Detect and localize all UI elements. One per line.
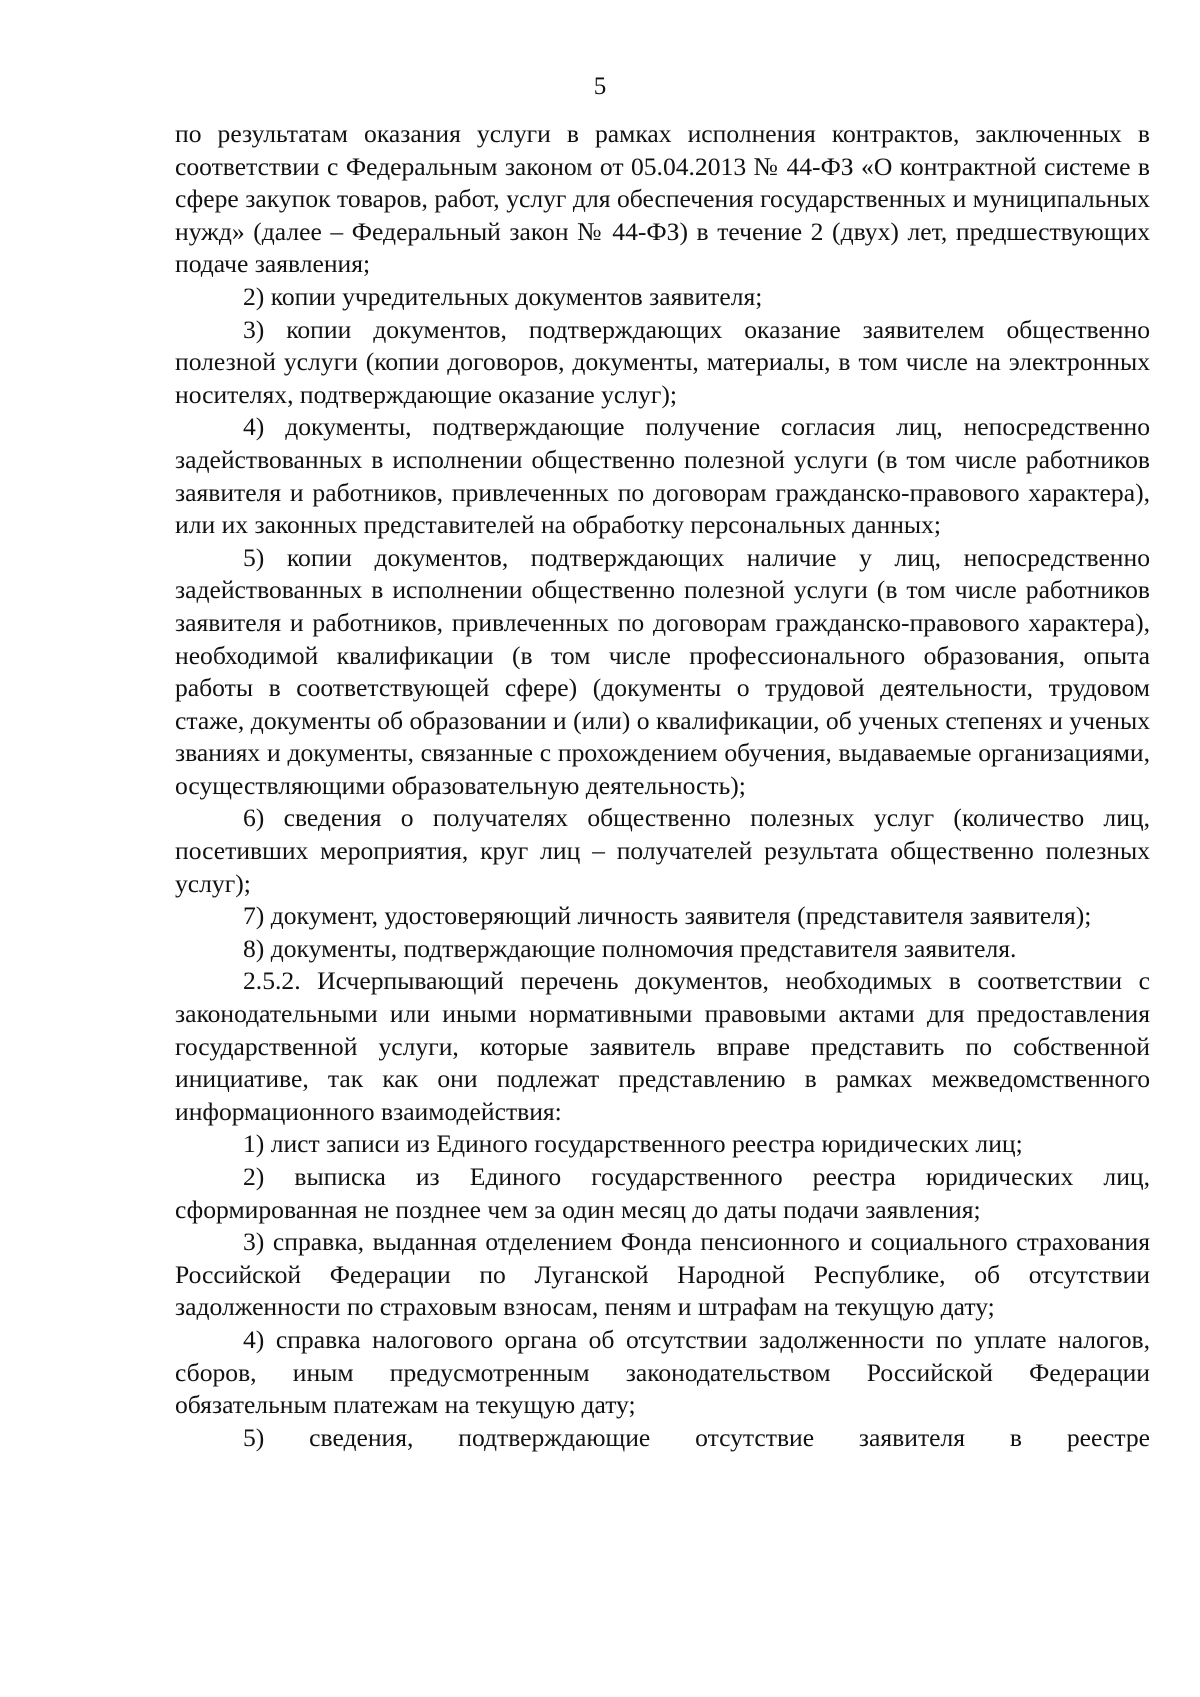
sublist-item-4: 4) справка налогового органа об отсутствии задолженности по уплате налогов, сборов, иным предусмотренным законодательством Российской Федерации обязательным платежам на текущую дату; — [175, 1324, 1150, 1420]
document-body — [175, 118, 1150, 1454]
sublist-item-3: 3) справка, выданная отделением Фонда пенсионного и социального страхования Российской Федерации по Луганской Народной Республике, об отсутствии задолженности по страховым взносам, пеням и штрафам на текущую дату; — [175, 1227, 1150, 1322]
list-item-8: 8) документы, подтверждающие полномочия представителя заявителя. — [243, 933, 1017, 963]
list-item-2: 2) копии учредительных документов заявителя; — [243, 281, 763, 311]
sublist-item-1: 1) лист записи из Единого государственного реестра юридических лиц; — [243, 1129, 1023, 1159]
sublist-item-2: 2) выписка из Единого государственного реестра юридических лиц, сформированная не позднее чем за один месяц до даты подачи заявления; — [175, 1162, 1150, 1224]
section-2-5-2: 2.5.2. Исчерпывающий перечень документов, необходимых в соответствии с законодательными или иными нормативными правовыми актами для предоставления государственной услуги, которые заявитель вправе представить по собственной инициативе, так как они подлежат представлению в рамках межведомственного информационного взаимодействия: — [175, 966, 1150, 1126]
sublist-item-5: 5) сведения, подтверждающие отсутствие заявителя в реестре — [243, 1422, 1150, 1452]
list-item-3: 3) копии документов, подтверждающих оказание заявителем общественно полезной услуги (копии договоров, документы, материалы, в том числе на электронных носителях, подтверждающие оказание услуг); — [175, 314, 1150, 409]
list-item-7: 7) документ, удостоверяющий личность заявителя (представителя заявителя); — [243, 901, 1092, 931]
paragraph-continuation: по результатам оказания услуги в рамках исполнения контрактов, заключенных в соответствии с Федеральным законом от 05.04.2013 № 44-ФЗ «О контрактной системе в сфере закупок товаров, работ, услуг для обеспечения государственных и муниципальных нужд» (далее – Федеральный закон № 44-ФЗ) в течение 2 (двух) лет, предшествующих подаче заявления; — [175, 119, 1150, 279]
list-item-4: 4) документы, подтверждающие получение согласия лиц, непосредственно задействованных в исполнении общественно полезной услуги (в том числе работников заявителя и работников, привлеченных по договорам гражданско-правового характера), или их законных представителей на обработку персональных данных; — [175, 412, 1150, 540]
page-number: 5 — [593, 73, 607, 100]
list-item-5: 5) копии документов, подтверждающих наличие у лиц, непосредственно задействованных в исполнении общественно полезной услуги (в том числе работников заявителя и работников, привлеченных по договорам гражданско-правового характера), необходимой квалификации (в том числе профессионального образования, опыта работы в соответствующей сфере) (документы о трудовой деятельности, трудовом стаже, документы об образовании и (или) о квалификации, об ученых степенях и ученых званиях и документы, связанные с прохождением обучения, выдаваемые организациями, осуществляющими образовательную деятельность); — [175, 542, 1150, 800]
list-item-6: 6) сведения о получателях общественно полезных услуг (количество лиц, посетивших мероприятия, круг лиц – получателей результата общественно полезных услуг); — [175, 803, 1150, 898]
